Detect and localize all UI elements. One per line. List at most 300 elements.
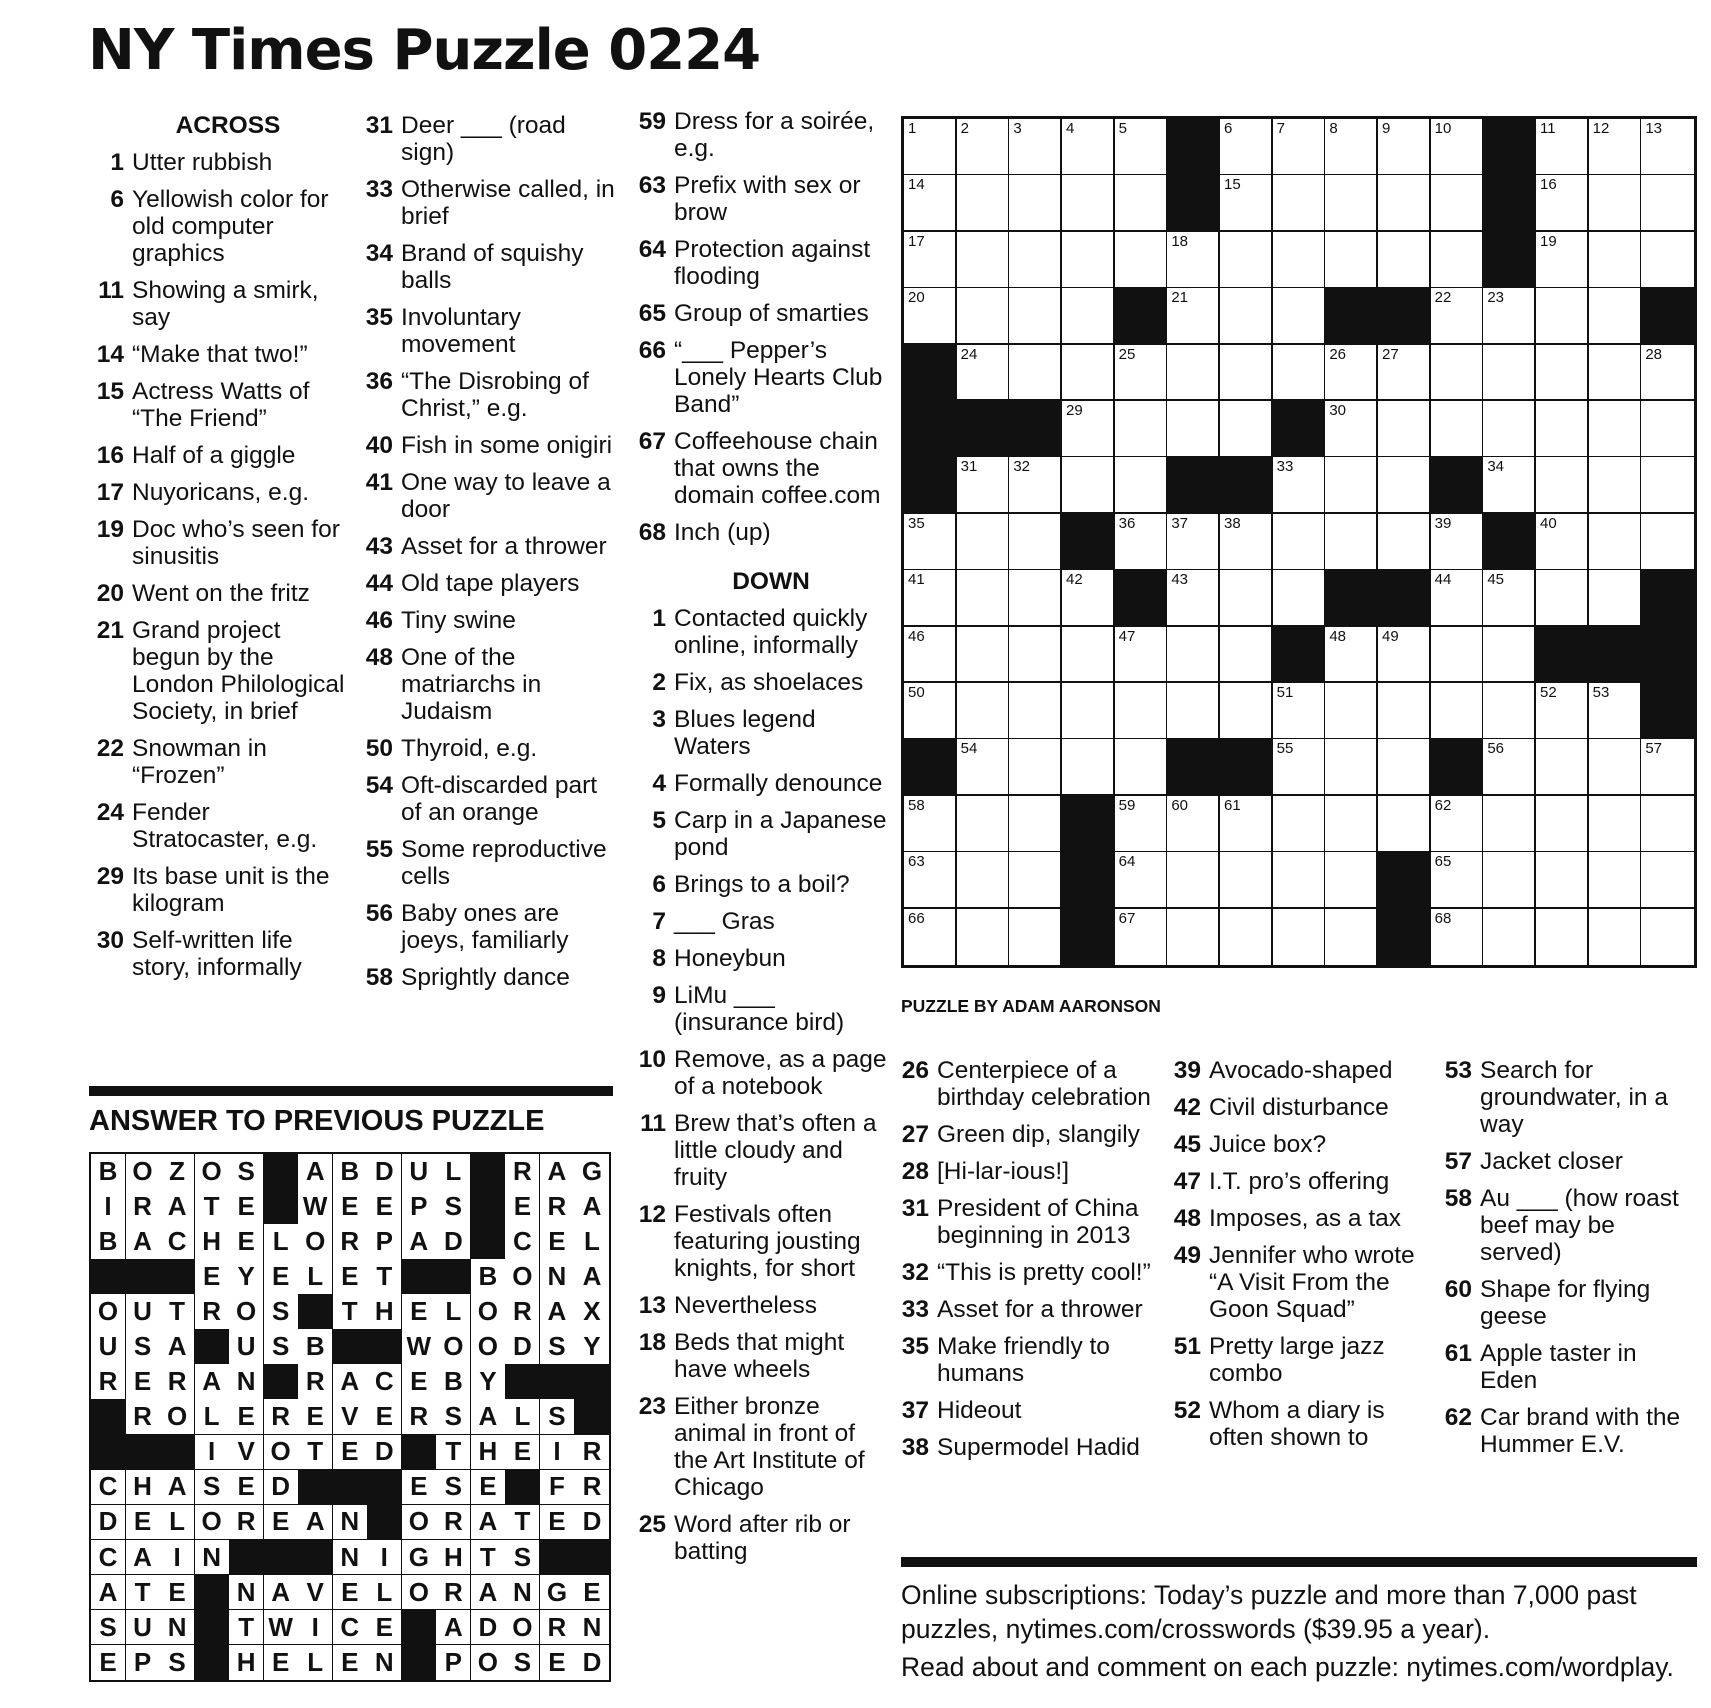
- grid-cell[interactable]: [957, 345, 1010, 402]
- grid-cell[interactable]: [1325, 119, 1378, 176]
- grid-cell[interactable]: [957, 119, 1010, 176]
- grid-cell[interactable]: [1483, 796, 1536, 853]
- grid-cell[interactable]: [1325, 345, 1378, 402]
- grid-cell[interactable]: [1483, 345, 1536, 402]
- grid-cell[interactable]: [1536, 345, 1589, 402]
- answer-letter: E: [168, 1576, 186, 1607]
- grid-cell[interactable]: [1167, 627, 1220, 684]
- grid-cell[interactable]: [1009, 345, 1062, 402]
- grid-cell[interactable]: [1431, 119, 1484, 176]
- clue: [88, 277, 348, 331]
- clue-text: Self-written life story, informally: [132, 927, 302, 981]
- answer-cell: [160, 1224, 195, 1260]
- grid-cell[interactable]: [1115, 852, 1168, 909]
- grid-cell[interactable]: [1536, 288, 1589, 345]
- clue: [357, 533, 617, 560]
- answer-letter: P: [444, 1647, 463, 1678]
- grid-cell[interactable]: [1589, 345, 1642, 402]
- grid-cell[interactable]: [1589, 232, 1642, 289]
- grid-cell[interactable]: [1167, 909, 1220, 966]
- grid-cell[interactable]: [1062, 232, 1115, 289]
- grid-cell[interactable]: [1483, 401, 1536, 458]
- grid-cell[interactable]: [1325, 457, 1378, 514]
- grid-cell[interactable]: [1220, 909, 1273, 966]
- clue-text: Brings to a boil?: [674, 871, 850, 898]
- grid-cell[interactable]: [1378, 796, 1431, 853]
- grid-cell[interactable]: [1536, 119, 1589, 176]
- grid-cell[interactable]: [1273, 457, 1326, 514]
- grid-cell[interactable]: [1431, 683, 1484, 740]
- answer-cell: [402, 1329, 437, 1365]
- grid-cell[interactable]: [1062, 288, 1115, 345]
- grid-cell[interactable]: [1167, 570, 1220, 627]
- clue-number: 33: [901, 1296, 929, 1323]
- grid-cell[interactable]: [1536, 909, 1589, 966]
- grid-cell[interactable]: [904, 683, 957, 740]
- grid-cell[interactable]: [1378, 457, 1431, 514]
- cell-number: 44: [1434, 571, 1452, 589]
- answer-letter: L: [445, 1296, 462, 1327]
- grid-cell[interactable]: [1536, 852, 1589, 909]
- clue-text: Imposes, as a tax: [1209, 1205, 1402, 1232]
- cell-number: 8: [1329, 120, 1338, 137]
- cell-number: 42: [1066, 571, 1083, 589]
- answer-cell: [574, 1294, 609, 1330]
- answer-cell: [298, 1435, 333, 1471]
- grid-cell[interactable]: [1115, 401, 1168, 458]
- grid-cell[interactable]: [1220, 345, 1273, 402]
- answer-cell: [126, 1399, 161, 1435]
- grid-cell[interactable]: [904, 570, 957, 627]
- grid-cell[interactable]: [1220, 683, 1273, 740]
- answer-cell: [574, 1329, 609, 1365]
- black-square: [1062, 852, 1115, 909]
- grid-cell[interactable]: [1641, 175, 1694, 232]
- grid-cell[interactable]: [957, 175, 1010, 232]
- grid-cell[interactable]: [1062, 739, 1115, 796]
- grid-cell[interactable]: [1115, 119, 1168, 176]
- grid-cell[interactable]: [1273, 852, 1326, 909]
- clue-text: Old tape players: [401, 570, 580, 597]
- grid-cell[interactable]: [1115, 627, 1168, 684]
- grid-cell[interactable]: [957, 852, 1010, 909]
- clue: [893, 1057, 1159, 1111]
- grid-cell[interactable]: [1062, 345, 1115, 402]
- grid-cell[interactable]: [1220, 401, 1273, 458]
- grid-cell[interactable]: [1273, 288, 1326, 345]
- answer-cell: [229, 1435, 264, 1471]
- grid-cell[interactable]: [1483, 683, 1536, 740]
- answer-cell: [229, 1154, 264, 1190]
- grid-cell[interactable]: [1167, 345, 1220, 402]
- grid-cell[interactable]: [1273, 175, 1326, 232]
- grid-cell[interactable]: [1325, 514, 1378, 571]
- grid-cell[interactable]: [1641, 232, 1694, 289]
- answer-letter: N: [236, 1576, 256, 1607]
- grid-cell[interactable]: [1273, 345, 1326, 402]
- grid-cell[interactable]: [1325, 909, 1378, 966]
- grid-cell[interactable]: [1009, 288, 1062, 345]
- grid-cell[interactable]: [1273, 119, 1326, 176]
- grid-cell[interactable]: [1378, 345, 1431, 402]
- black-square: [471, 1189, 506, 1225]
- grid-cell[interactable]: [1009, 457, 1062, 514]
- grid-cell[interactable]: [1378, 401, 1431, 458]
- answer-cell: [540, 1329, 575, 1365]
- answer-cell: [436, 1645, 471, 1681]
- grid-cell[interactable]: [1641, 457, 1694, 514]
- grid-cell[interactable]: [1325, 232, 1378, 289]
- grid-cell[interactable]: [1483, 627, 1536, 684]
- grid-cell[interactable]: [957, 796, 1010, 853]
- answer-cell: [229, 1645, 264, 1681]
- grid-cell[interactable]: [1431, 796, 1484, 853]
- grid-cell[interactable]: [1378, 119, 1431, 176]
- answer-letter: D: [582, 1506, 602, 1537]
- grid-cell[interactable]: [1062, 175, 1115, 232]
- answer-letter: O: [443, 1331, 464, 1362]
- clue: [630, 236, 892, 290]
- grid-cell[interactable]: [1431, 345, 1484, 402]
- grid-cell[interactable]: [1431, 852, 1484, 909]
- clue: [630, 1329, 892, 1383]
- clue-number: 59: [638, 108, 666, 135]
- grid-cell[interactable]: [1378, 232, 1431, 289]
- cell-number: 2: [960, 120, 969, 137]
- grid-cell[interactable]: [1378, 627, 1431, 684]
- answer-cell: [505, 1540, 540, 1576]
- grid-cell[interactable]: [1115, 739, 1168, 796]
- grid-cell[interactable]: [1009, 627, 1062, 684]
- grid-cell[interactable]: [1167, 514, 1220, 571]
- answer-cell: [91, 1645, 126, 1681]
- grid-cell[interactable]: [1589, 119, 1642, 176]
- grid-cell[interactable]: [1431, 514, 1484, 571]
- grid-cell[interactable]: [1062, 570, 1115, 627]
- answer-letter: U: [133, 1296, 152, 1327]
- grid-cell[interactable]: [957, 514, 1010, 571]
- grid-cell[interactable]: [1220, 514, 1273, 571]
- grid-cell[interactable]: [1167, 288, 1220, 345]
- clue-number: 8: [652, 945, 666, 972]
- grid-cell[interactable]: [1115, 345, 1168, 402]
- grid-cell[interactable]: [1589, 852, 1642, 909]
- grid-cell[interactable]: [1589, 175, 1642, 232]
- grid-cell[interactable]: [957, 570, 1010, 627]
- grid-cell[interactable]: [1115, 796, 1168, 853]
- black-square: [1062, 514, 1115, 571]
- grid-cell[interactable]: [1062, 401, 1115, 458]
- answer-letter: O: [408, 1506, 429, 1537]
- clue-text: Its base unit is the kilogram: [132, 863, 330, 917]
- answer-cell: [574, 1224, 609, 1260]
- cell-number: 5: [1118, 120, 1127, 137]
- answer-cell: [436, 1294, 471, 1330]
- grid-cell[interactable]: [904, 627, 957, 684]
- answer-cell: [264, 1294, 299, 1330]
- cell-number: 16: [1540, 176, 1557, 194]
- grid-cell[interactable]: [1062, 457, 1115, 514]
- clue: [630, 1046, 892, 1100]
- cell-number: 7: [1276, 120, 1285, 137]
- grid-cell[interactable]: [904, 175, 957, 232]
- grid-cell[interactable]: [1220, 175, 1273, 232]
- answer-letter: O: [97, 1296, 119, 1327]
- answer-letter: T: [307, 1436, 324, 1467]
- down-clue-list: [1436, 1057, 1698, 1458]
- answer-letter: A: [409, 1225, 429, 1256]
- grid-cell[interactable]: [1220, 119, 1273, 176]
- grid-cell[interactable]: [1009, 909, 1062, 966]
- grid-cell[interactable]: [1536, 739, 1589, 796]
- grid-cell[interactable]: [1167, 401, 1220, 458]
- grid-cell[interactable]: [1536, 796, 1589, 853]
- grid-cell[interactable]: [1589, 570, 1642, 627]
- grid-cell[interactable]: [904, 909, 957, 966]
- grid-cell[interactable]: [1062, 683, 1115, 740]
- answer-letter: D: [271, 1471, 291, 1502]
- answer-letter: A: [133, 1225, 152, 1256]
- grid-cell[interactable]: [1273, 232, 1326, 289]
- grid-cell[interactable]: [1273, 514, 1326, 571]
- grid-cell[interactable]: [957, 232, 1010, 289]
- grid-cell[interactable]: [904, 514, 957, 571]
- grid-cell[interactable]: [957, 909, 1010, 966]
- answer-letter: D: [582, 1647, 602, 1678]
- answer-letter: A: [167, 1190, 187, 1221]
- cell-number: 20: [908, 289, 925, 307]
- grid-cell[interactable]: [1483, 457, 1536, 514]
- grid-cell[interactable]: [957, 627, 1010, 684]
- grid-cell[interactable]: [1220, 627, 1273, 684]
- grid-cell[interactable]: [1167, 683, 1220, 740]
- grid-cell[interactable]: [1325, 175, 1378, 232]
- grid-cell[interactable]: [1483, 570, 1536, 627]
- grid-cell[interactable]: [1325, 852, 1378, 909]
- grid-cell[interactable]: [1273, 909, 1326, 966]
- grid-cell[interactable]: [1641, 514, 1694, 571]
- grid-cell[interactable]: [1641, 739, 1694, 796]
- answer-cell: [298, 1259, 333, 1295]
- grid-cell[interactable]: [1431, 175, 1484, 232]
- cell-number: 31: [960, 458, 978, 476]
- grid-cell[interactable]: [1167, 852, 1220, 909]
- grid-cell[interactable]: [1325, 796, 1378, 853]
- clue: [357, 964, 617, 991]
- clue: [1165, 1131, 1431, 1158]
- grid-cell[interactable]: [1641, 796, 1694, 853]
- grid-cell[interactable]: [1536, 401, 1589, 458]
- clue-number: 31: [365, 112, 393, 139]
- grid-cell[interactable]: [1431, 909, 1484, 966]
- answer-letter: E: [272, 1647, 290, 1678]
- grid-cell[interactable]: [1220, 570, 1273, 627]
- black-square: [402, 1610, 437, 1646]
- answer-cell: [298, 1645, 333, 1681]
- grid-cell[interactable]: [1378, 739, 1431, 796]
- grid-cell[interactable]: [957, 683, 1010, 740]
- cell-number: 55: [1276, 740, 1294, 758]
- grid-cell[interactable]: [1483, 909, 1536, 966]
- grid-cell[interactable]: [1167, 232, 1220, 289]
- answer-cell: [264, 1399, 299, 1435]
- black-square: [1641, 683, 1694, 740]
- answer-letter: O: [201, 1155, 222, 1186]
- down-clue-list: [893, 1057, 1159, 1461]
- grid-cell[interactable]: [1483, 739, 1536, 796]
- clue-number: 35: [901, 1333, 929, 1360]
- grid-cell[interactable]: [1641, 345, 1694, 402]
- answer-letter: B: [98, 1155, 118, 1186]
- answer-letter: O: [166, 1401, 188, 1432]
- grid-cell[interactable]: [1325, 627, 1378, 684]
- grid-cell[interactable]: [1378, 514, 1431, 571]
- grid-cell[interactable]: [1009, 570, 1062, 627]
- grid-cell[interactable]: [1431, 570, 1484, 627]
- answer-letter: E: [341, 1436, 359, 1467]
- grid-cell[interactable]: [1641, 852, 1694, 909]
- grid-cell[interactable]: [1220, 852, 1273, 909]
- grid-cell[interactable]: [1536, 232, 1589, 289]
- grid-cell[interactable]: [1009, 119, 1062, 176]
- clue-text: Tiny swine: [401, 607, 516, 634]
- grid-cell[interactable]: [1009, 739, 1062, 796]
- clue: [1436, 1404, 1698, 1458]
- crossword-grid[interactable]: [901, 116, 1697, 968]
- answer-letter: L: [445, 1155, 462, 1186]
- grid-cell[interactable]: [1536, 175, 1589, 232]
- black-square: [1431, 457, 1484, 514]
- grid-cell[interactable]: [1641, 909, 1694, 966]
- answer-letter: B: [443, 1366, 463, 1397]
- grid-cell[interactable]: [1431, 288, 1484, 345]
- grid-cell[interactable]: [1589, 401, 1642, 458]
- answer-cell: [195, 1259, 230, 1295]
- grid-cell[interactable]: [1378, 175, 1431, 232]
- grid-cell[interactable]: [1115, 457, 1168, 514]
- black-square: [1641, 570, 1694, 627]
- grid-cell[interactable]: [1483, 288, 1536, 345]
- cell-number: 22: [1434, 289, 1452, 307]
- answer-cell: [367, 1610, 402, 1646]
- grid-cell[interactable]: [1220, 288, 1273, 345]
- grid-cell[interactable]: [1536, 683, 1589, 740]
- grid-cell[interactable]: [1273, 683, 1326, 740]
- cell-number: 4: [1066, 120, 1075, 137]
- grid-cell[interactable]: [1115, 175, 1168, 232]
- grid-cell[interactable]: [1378, 683, 1431, 740]
- grid-cell[interactable]: [904, 852, 957, 909]
- grid-cell[interactable]: [1589, 739, 1642, 796]
- grid-cell[interactable]: [957, 288, 1010, 345]
- grid-cell[interactable]: [904, 796, 957, 853]
- grid-cell[interactable]: [1009, 514, 1062, 571]
- grid-cell[interactable]: [1431, 401, 1484, 458]
- clue-text: Sprightly dance: [401, 964, 570, 991]
- grid-cell[interactable]: [1536, 570, 1589, 627]
- grid-cell[interactable]: [957, 457, 1010, 514]
- grid-cell[interactable]: [1115, 683, 1168, 740]
- answer-letter: O: [201, 1506, 222, 1537]
- grid-cell[interactable]: [1431, 627, 1484, 684]
- grid-cell[interactable]: [1589, 683, 1642, 740]
- clue-number: 67: [638, 428, 666, 455]
- grid-cell[interactable]: [1641, 401, 1694, 458]
- answer-cell: [367, 1540, 402, 1576]
- answer-letter: B: [478, 1260, 498, 1291]
- grid-cell[interactable]: [1273, 570, 1326, 627]
- grid-cell[interactable]: [904, 232, 957, 289]
- clue-text: [Hi-lar-ious!]: [937, 1158, 1070, 1185]
- grid-cell[interactable]: [1009, 175, 1062, 232]
- answer-letter: C: [374, 1366, 394, 1397]
- answer-letter: N: [547, 1260, 567, 1291]
- black-square: [1536, 627, 1589, 684]
- grid-cell[interactable]: [1062, 627, 1115, 684]
- grid-cell[interactable]: [1062, 119, 1115, 176]
- answer-cell: [264, 1505, 299, 1541]
- answer-cell: [540, 1259, 575, 1295]
- black-square: [91, 1435, 126, 1471]
- grid-cell[interactable]: [1220, 796, 1273, 853]
- answer-cell: [229, 1364, 264, 1400]
- grid-cell[interactable]: [904, 119, 957, 176]
- grid-cell[interactable]: [1589, 514, 1642, 571]
- grid-cell[interactable]: [1536, 514, 1589, 571]
- grid-cell[interactable]: [1273, 796, 1326, 853]
- answer-letter: R: [547, 1190, 567, 1221]
- grid-cell[interactable]: [1273, 739, 1326, 796]
- answer-cell: [505, 1329, 540, 1365]
- grid-cell[interactable]: [1431, 232, 1484, 289]
- grid-cell[interactable]: [1325, 739, 1378, 796]
- clue-text: Au ___ (how roast beef may be served): [1480, 1185, 1679, 1266]
- cell-number: 45: [1487, 571, 1505, 589]
- grid-cell[interactable]: [904, 288, 957, 345]
- grid-cell[interactable]: [1589, 796, 1642, 853]
- grid-cell[interactable]: [1220, 232, 1273, 289]
- grid-cell[interactable]: [1589, 909, 1642, 966]
- answer-cell: [436, 1575, 471, 1611]
- answer-letter: N: [202, 1541, 221, 1572]
- grid-cell[interactable]: [1589, 288, 1642, 345]
- grid-cell[interactable]: [1325, 401, 1378, 458]
- grid-cell[interactable]: [1009, 852, 1062, 909]
- grid-cell[interactable]: [1589, 457, 1642, 514]
- grid-cell[interactable]: [1325, 683, 1378, 740]
- grid-cell[interactable]: [1536, 457, 1589, 514]
- grid-cell[interactable]: [957, 739, 1010, 796]
- grid-cell[interactable]: [1009, 796, 1062, 853]
- grid-cell[interactable]: [1641, 119, 1694, 176]
- grid-cell[interactable]: [1167, 796, 1220, 853]
- clue-text: Brand of squishy balls: [401, 240, 584, 294]
- grid-cell[interactable]: [1115, 232, 1168, 289]
- grid-cell[interactable]: [1009, 683, 1062, 740]
- answer-cell: [229, 1224, 264, 1260]
- black-square: [1009, 401, 1062, 458]
- grid-cell[interactable]: [1115, 514, 1168, 571]
- clue-number: 66: [638, 337, 666, 364]
- grid-cell[interactable]: [1483, 852, 1536, 909]
- answer-cell: [195, 1154, 230, 1190]
- grid-cell[interactable]: [1009, 232, 1062, 289]
- clue-text: Either bronze animal in front of the Art Institute of Chicago: [674, 1393, 865, 1501]
- grid-cell[interactable]: [1115, 909, 1168, 966]
- answer-letter: E: [202, 1260, 221, 1291]
- answer-cell: [574, 1435, 609, 1471]
- answer-letter: O: [512, 1260, 533, 1291]
